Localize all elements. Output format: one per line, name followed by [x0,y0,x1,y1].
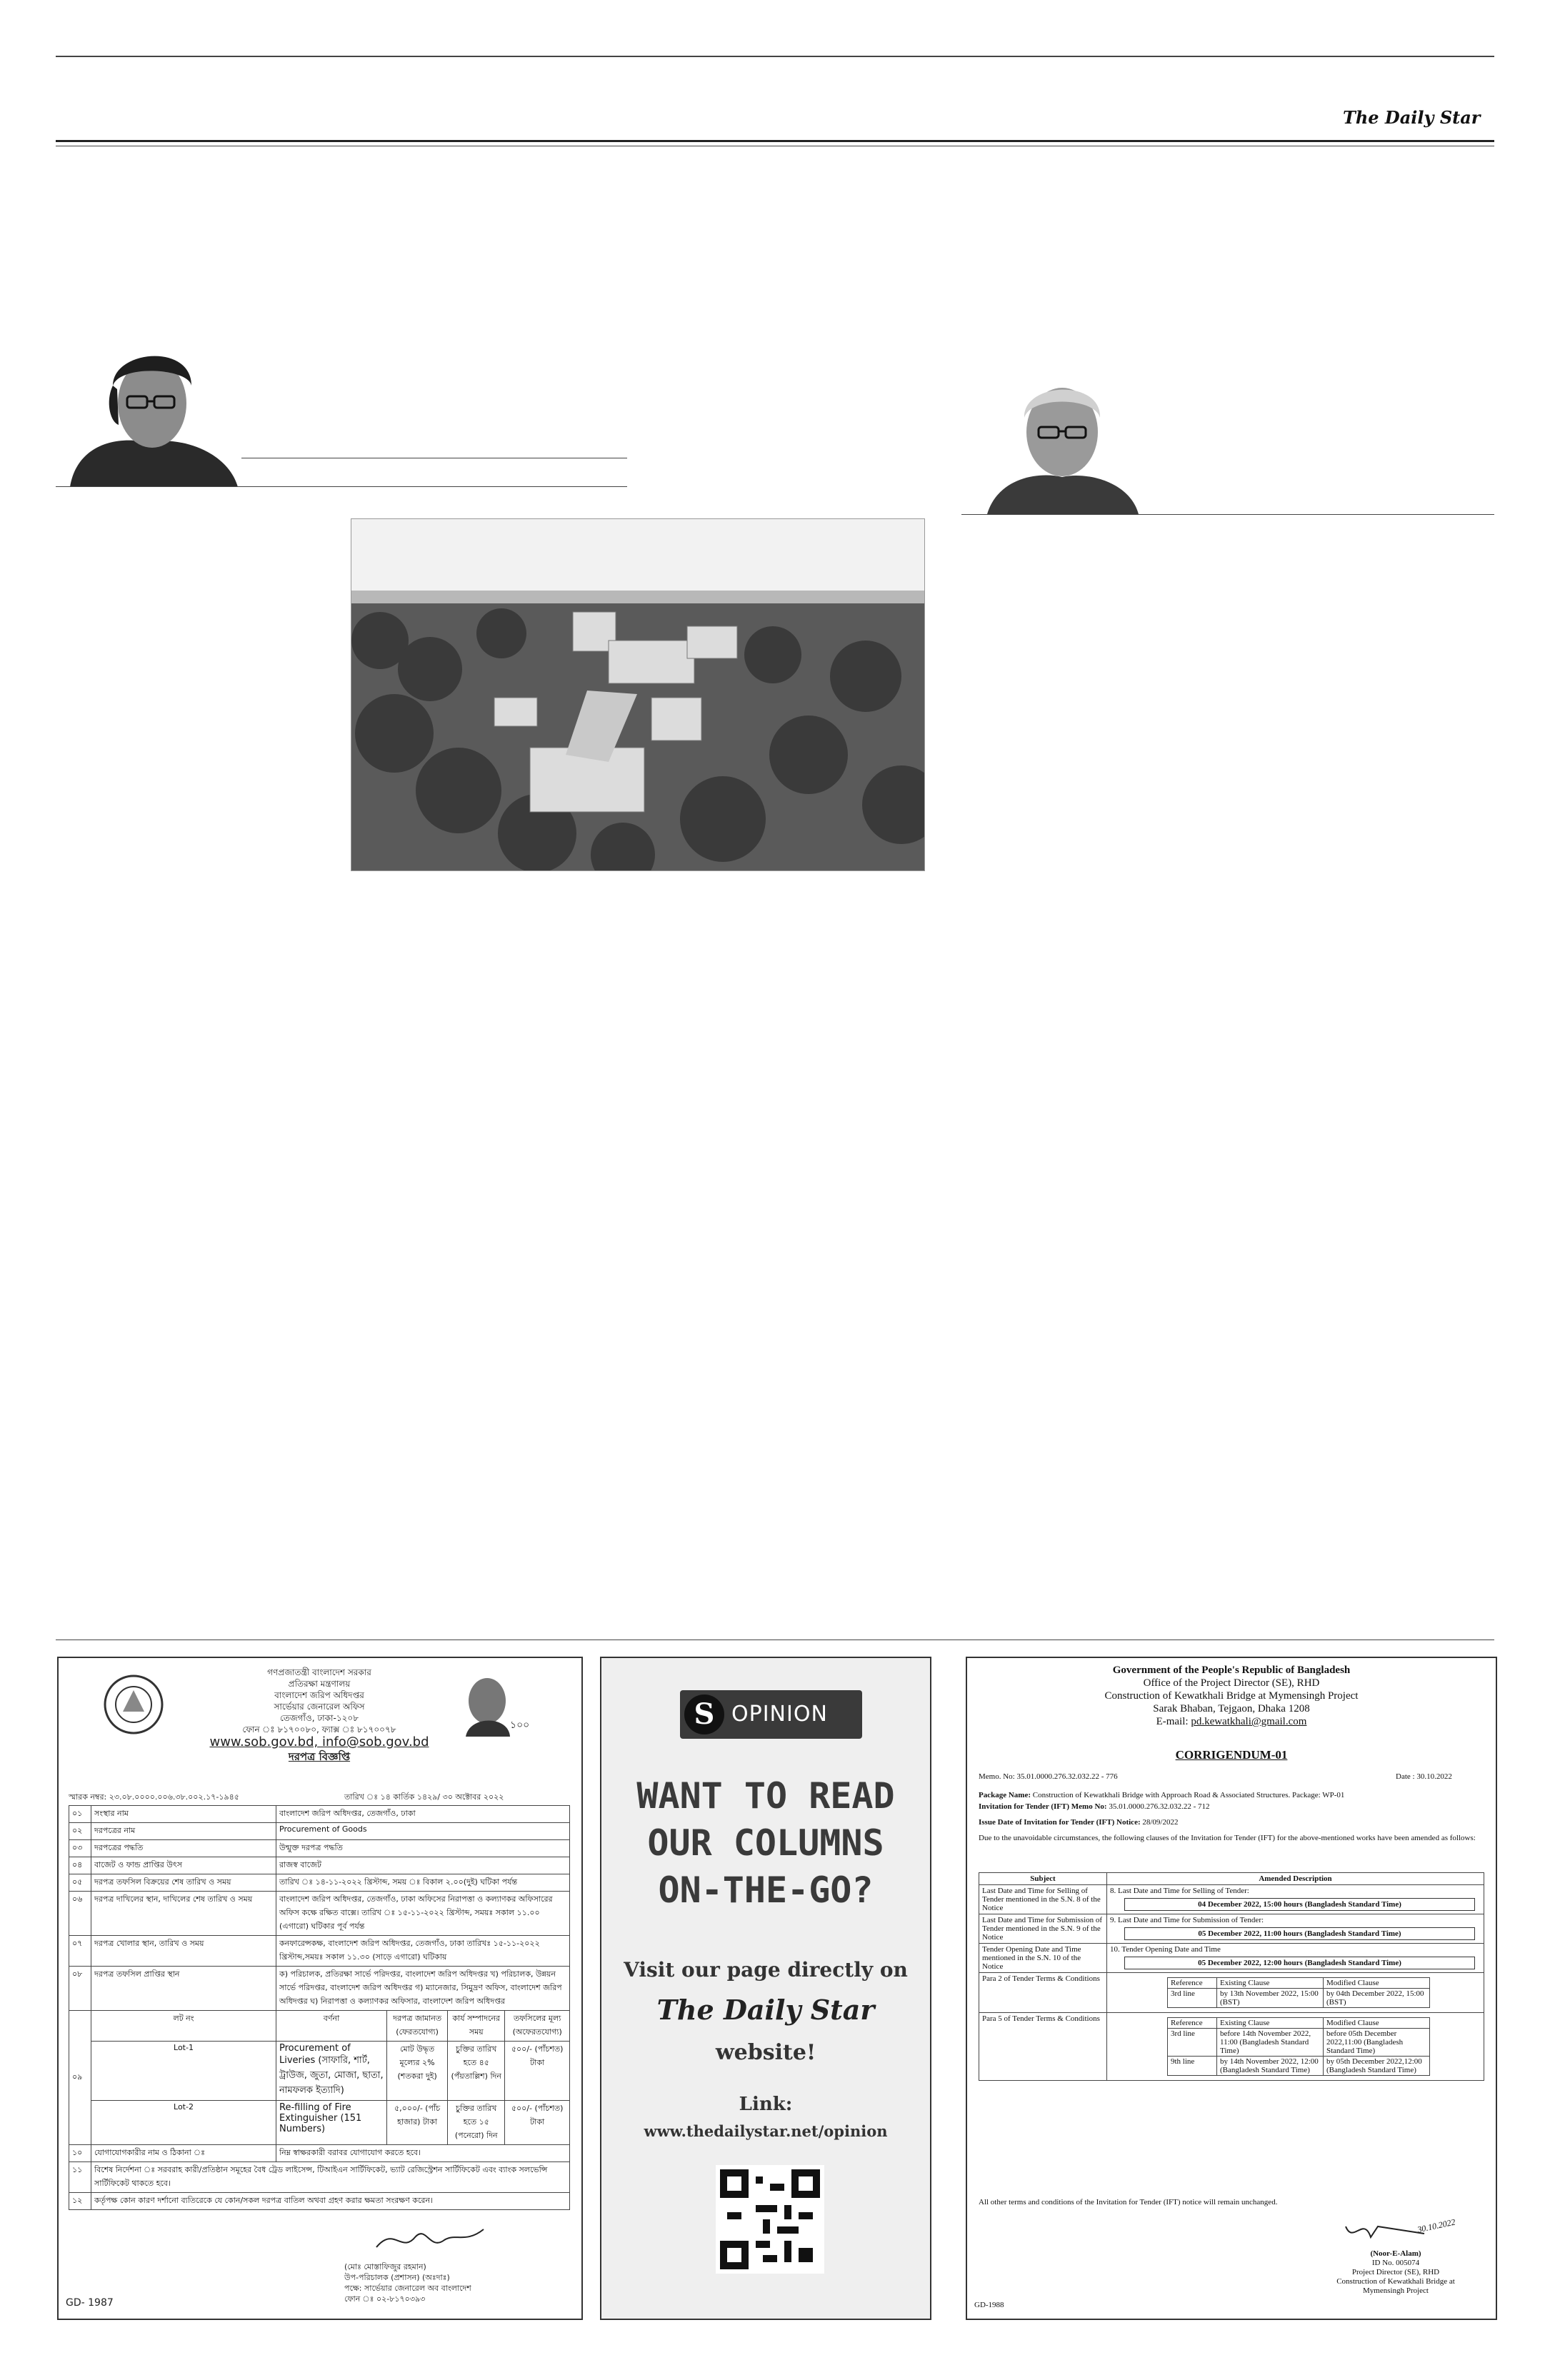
table-row [69,1806,570,1823]
clause-row [1168,1989,1430,2008]
notice-date: তারিখ ঃ ১৪ কার্তিক ১৪২৯/ ৩০ অক্টোবর ২০২২ [344,1792,504,1802]
table-row [69,1936,570,1967]
ift-value: 35.01.0000.276.32.032.22 - 712 [1109,1802,1210,1811]
clause-cell-modified: by 04th December 2022, 15:00 (BST) [1324,1989,1430,2008]
subject-cell: Last Date and Time for Selling of Tender mentioned in the S.N. 8 of the Notice [979,1885,1107,1914]
lot-header-cell: তফসিলের মূল্য (অফেরতযোগ্য) [505,2011,570,2042]
clause-cell-ref: 3rd line [1168,2029,1217,2057]
row-label: দরপত্র দাখিলের স্থান, দাখিলের শেষ তারিখ ও সময় [91,1892,276,1936]
header-line: বাংলাদেশ জরিপ অধিদপ্তর [274,1690,364,1700]
row-value: তারিখ ঃ ১৪-১১-২০২২ খ্রিস্টাব্দ, সময় ঃ বিকাল ২.০০(দুই) ঘটিকা পর্যন্ত [276,1874,570,1892]
clause-row [1168,2029,1430,2057]
row-value: ক) পরিচালক, প্রতিরক্ষা সার্ভে পরিদপ্তর, বাংলাদেশ জরিপ অধিদপ্তর খ) পরিচালক, উন্নয়ন সার্ভে পরিদপ্তর, বাংলাদেশ জরিপ অধিদপ্তর গ) ম্যানেজার, সিমুদ্রণ অফিস, বাংলাদেশ জরিপ অধিদপ্তর ঘ) নিরাপত্তা ও কল্যাণকর অফিসার, বাংলাদেশ জরিপ অধিদপ্তর [276,1967,570,2011]
table-row [69,1967,570,2011]
table-row [979,1885,1484,1914]
clause-header-cell: Reference [1168,1978,1217,1989]
table-row [69,1823,570,1840]
row-number: ০৭ [69,1936,91,1967]
table-row [979,1944,1484,1973]
row-value: রাজস্ব বাজেট [276,1857,570,1874]
header-line: Office of the Project Director (SE), RHD [1143,1677,1320,1689]
table-row [69,1840,570,1857]
col-subject: Subject [979,1873,1107,1885]
memo-number: Memo. No: 35.01.0000.276.32.032.22 - 776 [979,1772,1118,1781]
clause-row [1168,2057,1430,2076]
signer-line: ফোন ঃ ০২-৮১৭০৩৯৩ [344,2294,426,2304]
lot-header-cell: কার্য সম্পাদনের সময় [448,2011,505,2042]
lot-header-row [69,2011,570,2042]
table-row [979,1973,1484,2013]
signer-line: ID No. 005074 [1371,2259,1420,2267]
corrigendum-title: CORRIGENDUM-01 [1175,1748,1288,1762]
amended-cell [1107,1885,1484,1914]
row-value: বাংলাদেশ জরিপ অধিদপ্তর, তেজগাঁও, ঢাকা [276,1806,570,1823]
subject-cell: Para 2 of Tender Terms & Conditions [979,1973,1107,2013]
clause-header-cell: Reference [1168,2018,1217,2029]
clause-header-cell: Existing Clause [1217,2018,1324,2029]
notice-title: দরপত্র বিজ্ঞপ্তি [288,1750,351,1763]
row-number: ০৫ [69,1874,91,1892]
lot-cell-security: মোট উদ্ধৃত মূল্যের ২%(শতকরা দুই) [387,2042,448,2101]
subject-cell: Last Date and Time for Submission of Tender mentioned in the S.N. 9 of the Notice [979,1914,1107,1944]
signer-line: Mymensingh Project [1363,2286,1429,2295]
header-line: ফোন ঃ ৮১৭০০৮০, ফ্যাক্স ঃ ৮১৭০০৭৮ [242,1724,396,1734]
row-value: উন্মুক্ত দরপত্র পদ্ধতি [276,1840,570,1857]
top-rule [56,56,1494,57]
amended-cell [1107,1944,1484,1973]
lot-cell-security: ৫,০০০/- (পাঁচ হাজার) টাকা [387,2101,448,2145]
headline-line: ON-THE-GO? [658,1869,874,1911]
table-row [69,1892,570,1936]
corrigendum-table [979,1872,1484,2081]
amended-value: 05 December 2022, 12:00 hours (Bangladesh Standard Time) [1124,1957,1475,1969]
table-row [69,1857,570,1874]
tender-notice-survey-of-bangladesh [57,1657,583,2320]
signer-line: পক্ষে: সার্ভেয়ার জেনারেল অব বাংলাদেশ [344,2284,471,2293]
row-number: ০৩ [69,1840,91,1857]
star-s-logo-icon: S [684,1694,724,1734]
amended-cell [1107,1973,1484,2013]
row-value: নিম্ন স্বাক্ষরকারী বরাবর যোগাযোগ করতে হবে। [276,2145,570,2162]
signer-line: (Noor-E-Alam) [1370,2249,1421,2258]
amended-value: 04 December 2022, 15:00 hours (Bangladesh Standard Time) [1124,1898,1475,1911]
lot-cell-desc: Re-filling of Fire Extinguisher (151 Numbers) [276,2101,387,2145]
lot-cell-price: ৫০০/- (পাঁচশত) টাকা [505,2101,570,2145]
clause-table [1167,2017,1430,2076]
lot-row [69,2101,570,2145]
column-rule-left-2 [56,486,627,487]
amended-desc: 10. Tender Opening Date and Time [1110,1945,1221,1954]
headline-line: OUR COLUMNS [647,1822,884,1864]
website-link[interactable]: www.sob.gov.bd, info@sob.gov.bd [209,1734,429,1749]
row-label: দরপত্রের নাম [91,1823,276,1840]
row-label: দরপত্র তফসিল বিক্রয়ের শেষ তারিখ ও সময় [91,1874,276,1892]
row-value: বাংলাদেশ জরিপ অধিদপ্তর, তেজগাঁও, ঢাকা অফিসের নিরাপত্তা ও কল্যাণকর অফিসারের অফিস কক্ষে রক্ষিত বাক্সে। তারিখ ঃ ১৫-১১-২০২২ খ্রিস্টাব্দ, সময়ঃ সকাল ১১.০০ (এগারো) ঘটিকার পূর্ব পর্যন্ত [276,1892,570,1936]
row-label: বিশেষ নির্দেশনা ঃ সরবরাহ কারী/প্রতিষ্ঠান সমূহের বৈধ ট্রেড লাইসেন্স, টিআইএন সার্টিফিকেট, ভ্যাট রেজিস্ট্রেশন সার্টিফিকেট এবং ব্যাংক সলভেন্সি সার্টিফিকেট থাকতে হবে। [91,2162,570,2193]
link-label: Link: [739,2094,793,2115]
lot-cell-time: চুক্তির তারিখ হতে ১৫ (পনেরো) দিন [448,2101,505,2145]
notice-date: Date : 30.10.2022 [1396,1772,1452,1781]
row-number: ০৮ [69,1967,91,2011]
row-number: ১২ [69,2193,91,2210]
header-line: Construction of Kewatkhali Bridge at Mymensingh Project [1104,1690,1359,1702]
clause-header-row [1168,2018,1430,2029]
subject-cell: Tender Opening Date and Time mentioned in the S.N. 10 of the Notice [979,1944,1107,1973]
table-row [69,2193,570,2210]
row-number: ০৬ [69,1892,91,1936]
row-label: কর্তৃপক্ষ কোন কারণ দর্শানো ব্যতিরেকে যে কোন/সকল দরপত্র বাতিল অথবা গ্রহণ করার ক্ষমতা সংরক্ষণ করেন। [91,2193,570,2210]
daily-star-brand: The Daily Star [656,1994,875,2026]
clause-cell-existing: by 13th November 2022, 15:00 (BST) [1217,1989,1324,2008]
signer-line: Construction of Kewatkhali Bridge at [1336,2277,1455,2286]
lot-row [69,2042,570,2101]
row-label: দরপত্রের পদ্ধতি [91,1840,276,1857]
amended-desc: 9. Last Date and Time for Submission of Tender: [1110,1916,1264,1924]
columnist-photo-left [56,336,241,487]
table-row [69,2145,570,2162]
columnist-photo-right [980,364,1144,514]
clause-header-row [1168,1978,1430,1989]
clause-cell-modified: before 05th December 2022,11:00 (Bangladesh Standard Time) [1324,2029,1430,2057]
masthead-brand-logo: The Daily Star [1343,107,1481,128]
opinion-promo-ad [600,1657,931,2320]
govt-emblem-icon [101,1672,166,1737]
row-label: বাজেট ও ফান্ড প্রাপ্তির উৎস [91,1857,276,1874]
table-row [69,2162,570,2193]
aerial-town-photo [351,518,925,871]
email-label: E-mail: [1156,1716,1189,1727]
clause-header-cell: Modified Clause [1324,2018,1430,2029]
row-number: ০৯ [69,2011,91,2145]
header-line: প্রতিরক্ষা মন্ত্রণালয় [288,1679,351,1689]
amended-cell [1107,1914,1484,1944]
amended-value: 05 December 2022, 11:00 hours (Bangladesh Standard Time) [1124,1927,1475,1940]
row-label: সংস্থার নাম [91,1806,276,1823]
gd-number: GD- 1987 [66,2297,114,2309]
headline-line: WANT TO READ [636,1775,895,1817]
table-row [979,1914,1484,1944]
amended-desc: 8. Last Date and Time for Selling of Tender: [1110,1887,1249,1895]
clause-cell-existing: by 14th November 2022, 12:00 (Bangladesh Standard Time) [1217,2057,1324,2076]
clause-table [1167,1977,1430,2008]
clause-cell-ref: 9th line [1168,2057,1217,2076]
opinion-badge [680,1690,862,1739]
header-line: গণপ্রজাতন্ত্রী বাংলাদেশ সরকার [267,1667,371,1677]
qr-code-icon[interactable] [716,2165,824,2274]
row-label: যোগাযোগকারীর নাম ও ঠিকানা ঃ [91,2145,276,2162]
clause-header-cell: Existing Clause [1217,1978,1324,1989]
signature-date: 30.10.2022 [1416,2216,1456,2235]
lot-cell-price: ৫০০/- (পাঁচশত) টাকা [505,2042,570,2101]
closing-text: All other terms and conditions of the Invitation for Tender (IFT) notice will remain unchanged. [979,2198,1278,2206]
signer-line: (মোঃ মোস্তাফিজুর রহমান) [344,2262,426,2271]
intro-text: Due to the unavoidable circumstances, the following clauses of the Invitation for Tender (IFT) for the above-mentioned works have been amended as follows: [979,1834,1476,1842]
lot-header-cell: লট নং [91,2011,276,2042]
website-text: website! [715,2040,816,2065]
col-amended: Amended Description [1107,1873,1484,1885]
svg-text:১০০: ১০০ [510,1719,530,1731]
header-line: সার্ভেয়ার জেনারেল অফিস [274,1702,365,1712]
clause-header-cell: Modified Clause [1324,1978,1430,1989]
row-number: ০১ [69,1806,91,1823]
memo-number: স্মারক নম্বর: ২৩.০৮.০০০০.০০৬.৩৮.০০২.১৭-১৯৪৫ [69,1792,239,1802]
subject-cell: Para 5 of Tender Terms & Conditions [979,2013,1107,2081]
visit-text: Visit our page directly on [624,1958,908,1982]
lot-header-cell: দরপত্র জামানত (ফেরতযোগ্য) [387,2011,448,2042]
row-label: দরপত্র খোলার স্থান, তারিখ ও সময় [91,1936,276,1967]
row-value: Procurement of Goods [276,1823,570,1840]
lot-header-cell: বর্ণনা [276,2011,387,2042]
row-number: ১১ [69,2162,91,2193]
package-label: Package Name: [979,1791,1031,1799]
opinion-badge-label: OPINION [731,1702,828,1727]
header-line: Sarak Bhaban, Tejgaon, Dhaka 1208 [1153,1703,1310,1714]
lot-cell-time: চুক্তির তারিখ হতে ৪৫ (পঁয়তাল্লিশ) দিন [448,2042,505,2101]
mujib-borsho-logo-icon [459,1672,537,1737]
row-number: ০৪ [69,1857,91,1874]
gd-number: GD-1988 [974,2301,1004,2309]
masthead-rule-thick [56,140,1494,142]
header-line: Government of the People's Republic of Bangladesh [1112,1665,1351,1676]
column-rule-right [961,514,1494,515]
lot-cell-lot: Lot-2 [91,2101,276,2145]
row-value: কনফারেন্সকক্ষ, বাংলাদেশ জরিপ অধিদপ্তর, তেজগাঁও, ঢাকা তারিখঃ ১৫-১১-২০২২ খ্রিস্টাব্দ,সময়ঃ সকাল ১১.৩০ (সাড়ে এগারো) ঘটিকায় [276,1936,570,1967]
clause-cell-modified: by 05th December 2022,12:00 (Bangladesh Standard Time) [1324,2057,1430,2076]
lot-cell-desc: Procurement of Liveries (সাফারি, শার্ট, ট্রাউজ, জুতা, মোজা, ছাতা, নামফলক ইত্যাদি) [276,2042,387,2101]
row-label: দরপত্র তফসিল প্রাপ্তির স্থান [91,1967,276,2011]
ift-label: Invitation for Tender (IFT) Memo No: [979,1802,1107,1811]
row-number: ১০ [69,2145,91,2162]
amended-cell [1107,2013,1484,2081]
email-link[interactable]: pd.kewatkhali@gmail.com [1191,1716,1307,1727]
header-line: তেজগাঁও, ঢাকা-১২০৮ [279,1713,359,1723]
signer-line: উপ-পরিচালক (প্রশাসন) (অঃদাঃ) [344,2273,450,2282]
package-value: Construction of Kewatkhali Bridge with Approach Road & Associated Structures. Package: WP-01 [1032,1791,1345,1799]
header-row [979,1873,1484,1885]
table-row [69,1874,570,1892]
clause-cell-ref: 3rd line [1168,1989,1217,2008]
signature-scribble [373,2222,487,2258]
signer-line: Project Director (SE), RHD [1351,2268,1440,2276]
tender-table [69,1805,570,2210]
row-number: ০২ [69,1823,91,1840]
issue-label: Issue Date of Invitation for Tender (IFT) Notice: [979,1818,1141,1827]
lot-cell-lot: Lot-1 [91,2042,276,2101]
clause-cell-existing: before 14th November 2022, 11:00 (Bangladesh Standard Time) [1217,2029,1324,2057]
corrigendum-notice [966,1657,1497,2320]
opinion-link[interactable]: www.thedailystar.net/opinion [644,2122,888,2140]
table-row [979,2013,1484,2081]
issue-value: 28/09/2022 [1142,1818,1179,1827]
